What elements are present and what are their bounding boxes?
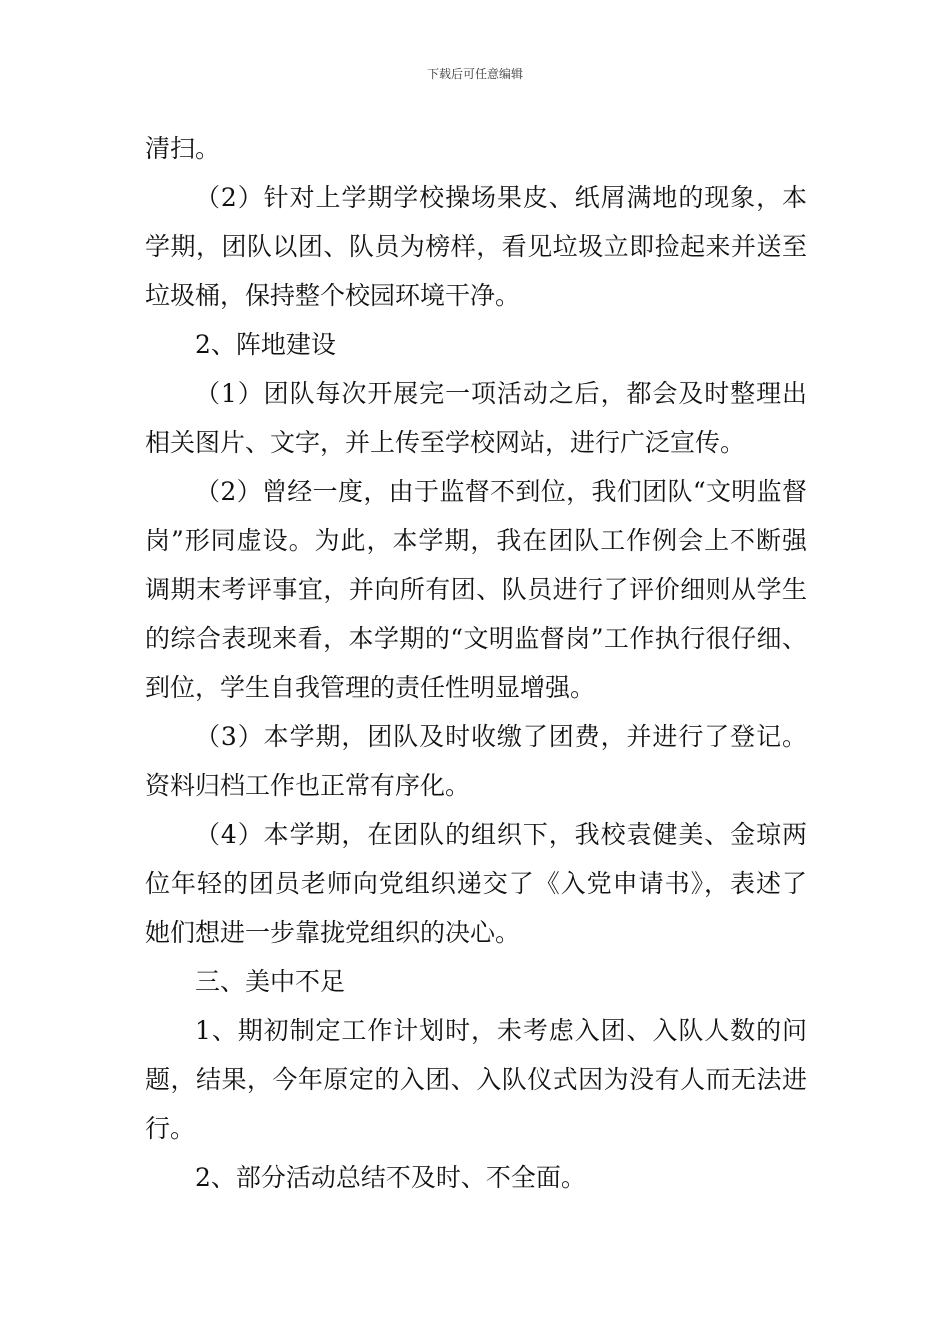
section-heading-position-building: 2、阵地建设 bbox=[195, 330, 336, 359]
paragraph-dues-archiving: （3）本学期，团队及时收缴了团费，并进行了登记。资料归档工作也正常有序化。 bbox=[145, 722, 807, 800]
paragraph-activity-summary-issue: 2、部分活动总结不及时、不全面。 bbox=[195, 1163, 586, 1192]
paragraph-activity-publicity: （1）团队每次开展完一项活动之后，都会及时整理出相关图片、文字，并上传至学校网站，进行广泛宣传。 bbox=[145, 379, 807, 457]
paragraph-party-application: （4）本学期，在团队的组织下，我校袁健美、金琼两位年轻的团员老师向党组织递交了《入党申请书》，表述了她们想进一步靠拢党组织的决心。 bbox=[145, 820, 807, 947]
paragraph-civilization-supervision: （2）曾经一度，由于监督不到位，我们团队“文明监督岗”形同虚设。为此，本学期，我在团队工作例会上不断强调期末考评事宜，并向所有团、队员进行了评价细则从学生的综合表现来看，本学期的“文明监督岗”工作执行很仔细、到位，学生自我管理的责任性明显增强。 bbox=[145, 477, 807, 702]
paragraph-playground-litter: （2）针对上学期学校操场果皮、纸屑满地的现象，本学期，团队以团、队员为榜样，看见垃圾立即捡起来并送至垃圾桶，保持整个校园环境干净。 bbox=[145, 183, 807, 310]
page-header: 下载后可任意编辑 bbox=[426, 67, 523, 81]
paragraph-cleanup-end: 清扫。 bbox=[145, 134, 221, 163]
paragraph-work-plan-issue: 1、期初制定工作计划时，未考虑入团、入队人数的问题，结果，今年原定的入团、入队仪式因为没有人而无法进行。 bbox=[145, 1016, 807, 1143]
document-body bbox=[145, 124, 807, 1202]
section-heading-shortcomings: 三、美中不足 bbox=[195, 967, 346, 996]
